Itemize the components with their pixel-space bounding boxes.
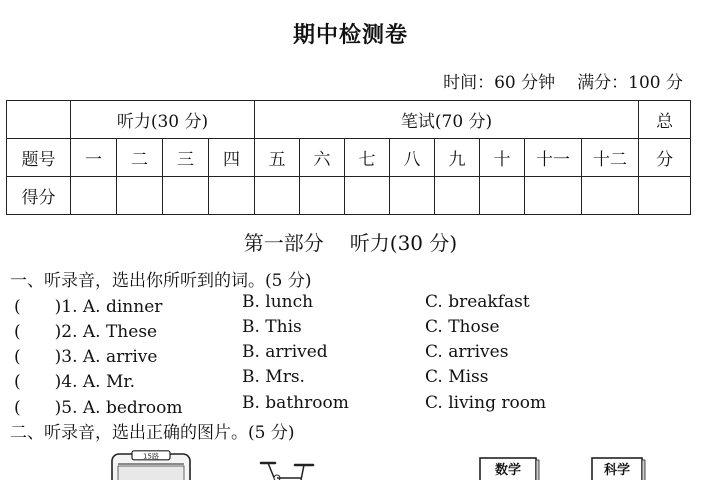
option-b: B. arrived	[242, 342, 328, 362]
part-label: 第一部分	[243, 231, 324, 255]
option-b: B. This	[242, 317, 302, 337]
score-cell	[300, 177, 345, 215]
score-cell	[209, 177, 255, 215]
question-number-label: 题号	[7, 139, 71, 177]
bus-route-label: 15路	[143, 452, 159, 461]
bicycle-picture	[255, 458, 321, 480]
exam-meta	[421, 68, 683, 93]
total-header-top: 总	[639, 101, 691, 139]
section1-heading: 一、听录音，选出你所听到的词。(5 分)	[10, 271, 312, 291]
column-label: 十	[480, 139, 525, 177]
column-label: 一	[71, 139, 117, 177]
question-stem-option-a: ( )3. A. arrive	[14, 347, 158, 367]
option-b: B. Mrs.	[242, 367, 305, 387]
listening-header: 听力(30 分)	[71, 101, 255, 139]
option-c: C. Those	[425, 317, 500, 337]
page-title: 期中检测卷	[292, 23, 408, 48]
corner-cell	[7, 101, 71, 139]
bus-picture	[108, 450, 194, 480]
column-label: 八	[390, 139, 435, 177]
science-book-picture	[590, 456, 646, 480]
option-c: C. arrives	[425, 342, 509, 362]
option-c: C. living room	[425, 393, 547, 413]
question-stem-option-a: ( )2. A. These	[14, 322, 158, 342]
total-header-bottom: 分	[639, 139, 691, 177]
score-cell	[582, 177, 639, 215]
column-label: 十二	[582, 139, 639, 177]
part-heading	[0, 227, 701, 256]
score-table	[6, 100, 691, 215]
column-label: 四	[209, 139, 255, 177]
math-book-picture	[478, 456, 540, 480]
score-cell	[435, 177, 480, 215]
total-score-cell	[639, 177, 691, 215]
score-cell	[117, 177, 163, 215]
column-label: 九	[435, 139, 480, 177]
column-label: 六	[300, 139, 345, 177]
question-row	[14, 367, 694, 392]
writing-header: 笔试(70 分)	[255, 101, 639, 139]
column-label: 十一	[525, 139, 582, 177]
score-cell	[345, 177, 390, 215]
score-cell	[163, 177, 209, 215]
question-row	[14, 393, 694, 418]
full-score: 满分：100 分	[577, 73, 683, 93]
time-limit: 时间：60 分钟	[443, 73, 556, 93]
score-cell	[525, 177, 582, 215]
option-c: C. breakfast	[425, 292, 530, 312]
question-stem-option-a: ( )1. A. dinner	[14, 297, 163, 317]
column-label: 三	[163, 139, 209, 177]
score-cell	[71, 177, 117, 215]
column-label: 七	[345, 139, 390, 177]
option-b: B. bathroom	[242, 393, 349, 413]
math-book-title: 数学	[494, 463, 522, 478]
section2-heading: 二、听录音，选出正确的图片。(5 分)	[10, 423, 295, 443]
score-cell	[255, 177, 300, 215]
question-row	[14, 317, 694, 342]
score-cell	[480, 177, 525, 215]
column-label: 五	[255, 139, 300, 177]
question-row	[14, 342, 694, 367]
score-label: 得分	[7, 177, 71, 215]
part-name: 听力(30 分)	[349, 231, 458, 255]
question-row	[14, 292, 694, 317]
option-c: C. Miss	[425, 367, 489, 387]
score-cell	[390, 177, 435, 215]
science-book-title: 科学	[603, 463, 631, 478]
column-label: 二	[117, 139, 163, 177]
question-stem-option-a: ( )5. A. bedroom	[14, 398, 183, 418]
question-stem-option-a: ( )4. A. Mr.	[14, 372, 136, 392]
option-b: B. lunch	[242, 292, 314, 312]
